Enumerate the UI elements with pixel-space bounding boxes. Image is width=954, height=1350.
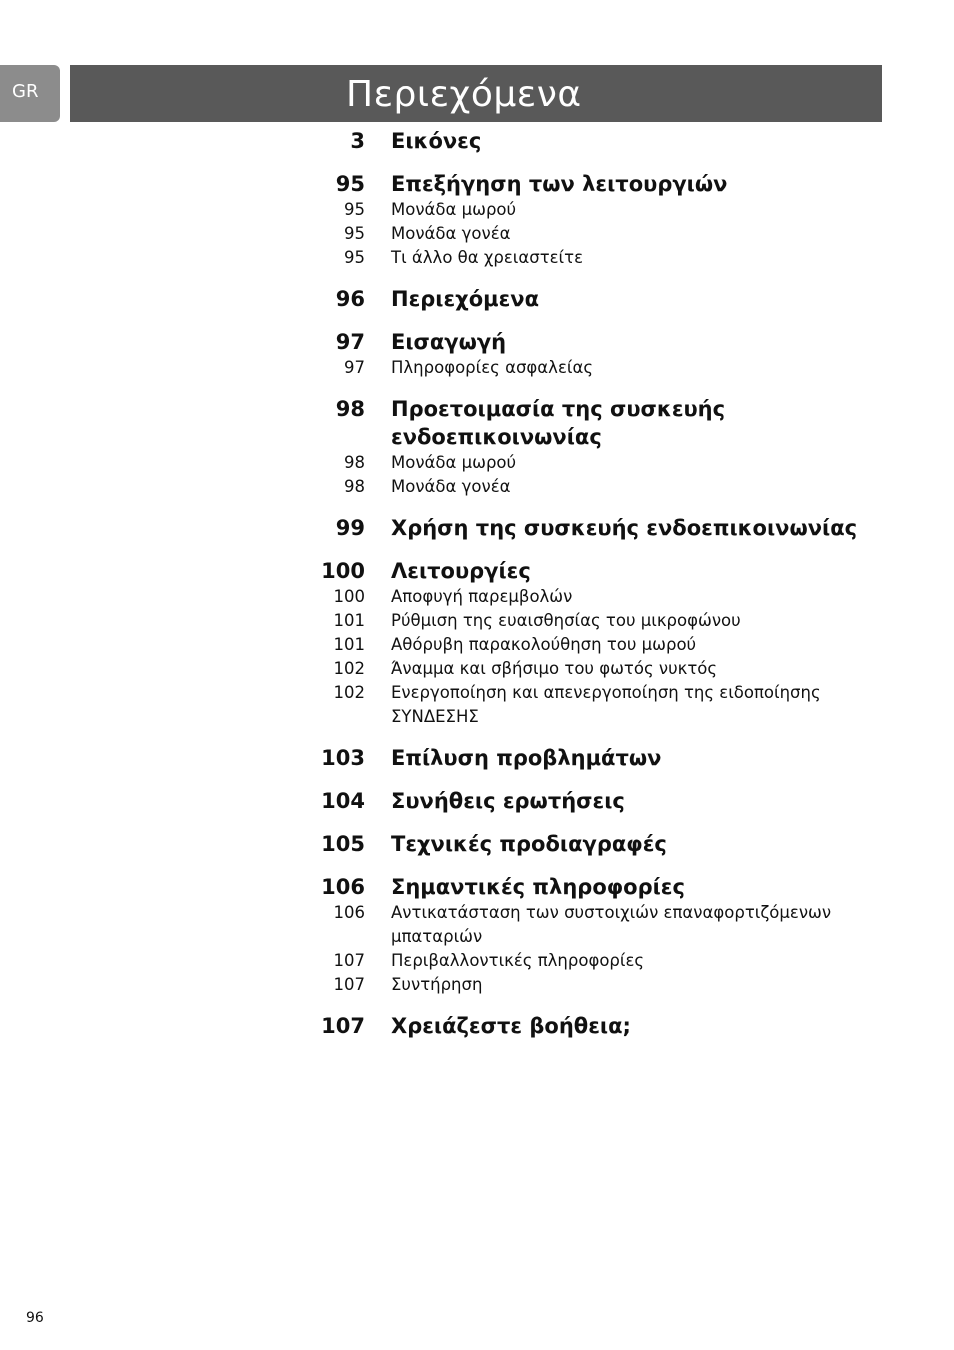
toc-subentry-page: 102 (333, 659, 365, 678)
toc-section (0, 1012, 954, 1040)
toc-subentry-title: Πληροφορίες ασφαλείας (391, 358, 594, 377)
toc-subentry (0, 973, 954, 997)
toc-entry (0, 285, 954, 313)
toc-subentry (0, 451, 954, 475)
toc-subentry-title: Μονάδα μωρού (391, 200, 517, 219)
toc-subentry (0, 356, 954, 380)
toc-entry-page: 100 (321, 559, 365, 583)
toc-subentry (0, 198, 954, 222)
page-number: 96 (26, 1310, 44, 1326)
toc-subentry-page: 95 (344, 248, 365, 267)
toc-entry-title: Εικόνες (391, 129, 482, 153)
toc-entry (0, 1012, 954, 1040)
toc-entry (0, 873, 954, 901)
title-bar (70, 65, 882, 122)
toc-subentry-page: 101 (333, 611, 365, 630)
toc-subentry-page: 98 (344, 477, 365, 496)
toc-entry-page: 97 (335, 330, 365, 354)
toc-subentry-page: 97 (344, 358, 365, 377)
toc-entry-title: Λειτουργίες (391, 559, 531, 583)
toc-subentry-title: Αθόρυβη παρακολούθηση του μωρού (391, 635, 697, 654)
toc-section (0, 744, 954, 772)
toc-subentry-page: 107 (333, 951, 365, 970)
toc-subentry-page: 98 (344, 453, 365, 472)
toc-subentry (0, 681, 954, 729)
toc-entry-title: Εισαγωγή (391, 330, 507, 354)
page-title: Περιεχόμενα (346, 74, 582, 115)
toc-subentry-page: 100 (333, 587, 365, 606)
toc-entry-page: 106 (321, 875, 365, 899)
toc-subentry-title: Μονάδα γονέα (391, 224, 511, 243)
toc-subentry (0, 246, 954, 270)
toc-entry-title: Τεχνικές προδιαγραφές (391, 832, 667, 856)
toc-entry-page: 104 (321, 789, 365, 813)
toc-entry-page: 98 (335, 397, 365, 421)
toc-subentry-page: 95 (344, 224, 365, 243)
toc-entry (0, 170, 954, 198)
toc-entry-page: 105 (321, 832, 365, 856)
toc-section (0, 873, 954, 997)
toc-subentry-page: 95 (344, 200, 365, 219)
toc-subentry-page: 106 (333, 903, 365, 922)
toc-subentry-title: Τι άλλο θα χρειαστείτε (391, 248, 583, 267)
toc-entry-page: 103 (321, 746, 365, 770)
toc-subentry-title: Μονάδα μωρού (391, 453, 517, 472)
toc-section (0, 514, 954, 542)
toc-subentry (0, 901, 954, 949)
toc-entry (0, 787, 954, 815)
toc-subentry-title: Ρύθμιση της ευαισθησίας του μικροφώνου (391, 611, 741, 630)
toc-subentry (0, 585, 954, 609)
toc-entry (0, 557, 954, 585)
toc-section (0, 557, 954, 729)
toc-section (0, 170, 954, 270)
toc-entry (0, 395, 954, 451)
toc-subentry-title: Αντικατάσταση των συστοιχιών επαναφορτιζόμενων μπαταριών (391, 903, 832, 946)
toc-entry-title: Περιεχόμενα (391, 287, 540, 311)
toc-section (0, 127, 954, 155)
toc-subentry-page: 101 (333, 635, 365, 654)
toc-entry-page: 95 (335, 172, 365, 196)
toc-entry (0, 830, 954, 858)
toc-subentry (0, 475, 954, 499)
toc-subentry-title: Περιβαλλοντικές πληροφορίες (391, 951, 645, 970)
toc-entry-title: Συνήθεις ερωτήσεις (391, 789, 625, 813)
toc-entry-page: 96 (335, 287, 365, 311)
toc-subentry (0, 657, 954, 681)
language-tab: GR (0, 65, 60, 122)
toc-entry-title: Επεξήγηση των λειτουργιών (391, 172, 728, 196)
toc-subentry-title: Συντήρηση (391, 975, 483, 994)
table-of-contents (0, 127, 954, 1055)
toc-entry (0, 744, 954, 772)
toc-subentry-title: Άναμμα και σβήσιμο του φωτός νυκτός (391, 659, 718, 678)
toc-entry-title: Σημαντικές πληροφορίες (391, 875, 685, 899)
toc-section (0, 787, 954, 815)
toc-entry (0, 127, 954, 155)
toc-subentry (0, 609, 954, 633)
toc-subentry (0, 222, 954, 246)
toc-section (0, 830, 954, 858)
toc-subentry-title: Αποφυγή παρεμβολών (391, 587, 573, 606)
toc-subentry-title: Ενεργοποίηση και απενεργοποίηση της ειδοποίησης ΣΥΝΔΕΣΗΣ (391, 683, 821, 726)
toc-section (0, 328, 954, 380)
toc-entry (0, 328, 954, 356)
toc-section (0, 395, 954, 499)
toc-subentry (0, 633, 954, 657)
toc-section (0, 285, 954, 313)
toc-entry-title: Χρειάζεστε βοήθεια; (391, 1014, 631, 1038)
toc-entry-page: 99 (335, 516, 365, 540)
toc-subentry-title: Μονάδα γονέα (391, 477, 511, 496)
toc-subentry (0, 949, 954, 973)
toc-subentry-page: 102 (333, 683, 365, 702)
toc-entry-title: Προετοιμασία της συσκευής ενδοεπικοινωνίας (391, 397, 726, 449)
toc-entry-page: 107 (321, 1014, 365, 1038)
toc-subentry-page: 107 (333, 975, 365, 994)
toc-entry-page: 3 (350, 129, 365, 153)
toc-entry (0, 514, 954, 542)
toc-entry-title: Επίλυση προβλημάτων (391, 746, 662, 770)
toc-entry-title: Χρήση της συσκευής ενδοεπικοινωνίας (391, 516, 858, 540)
